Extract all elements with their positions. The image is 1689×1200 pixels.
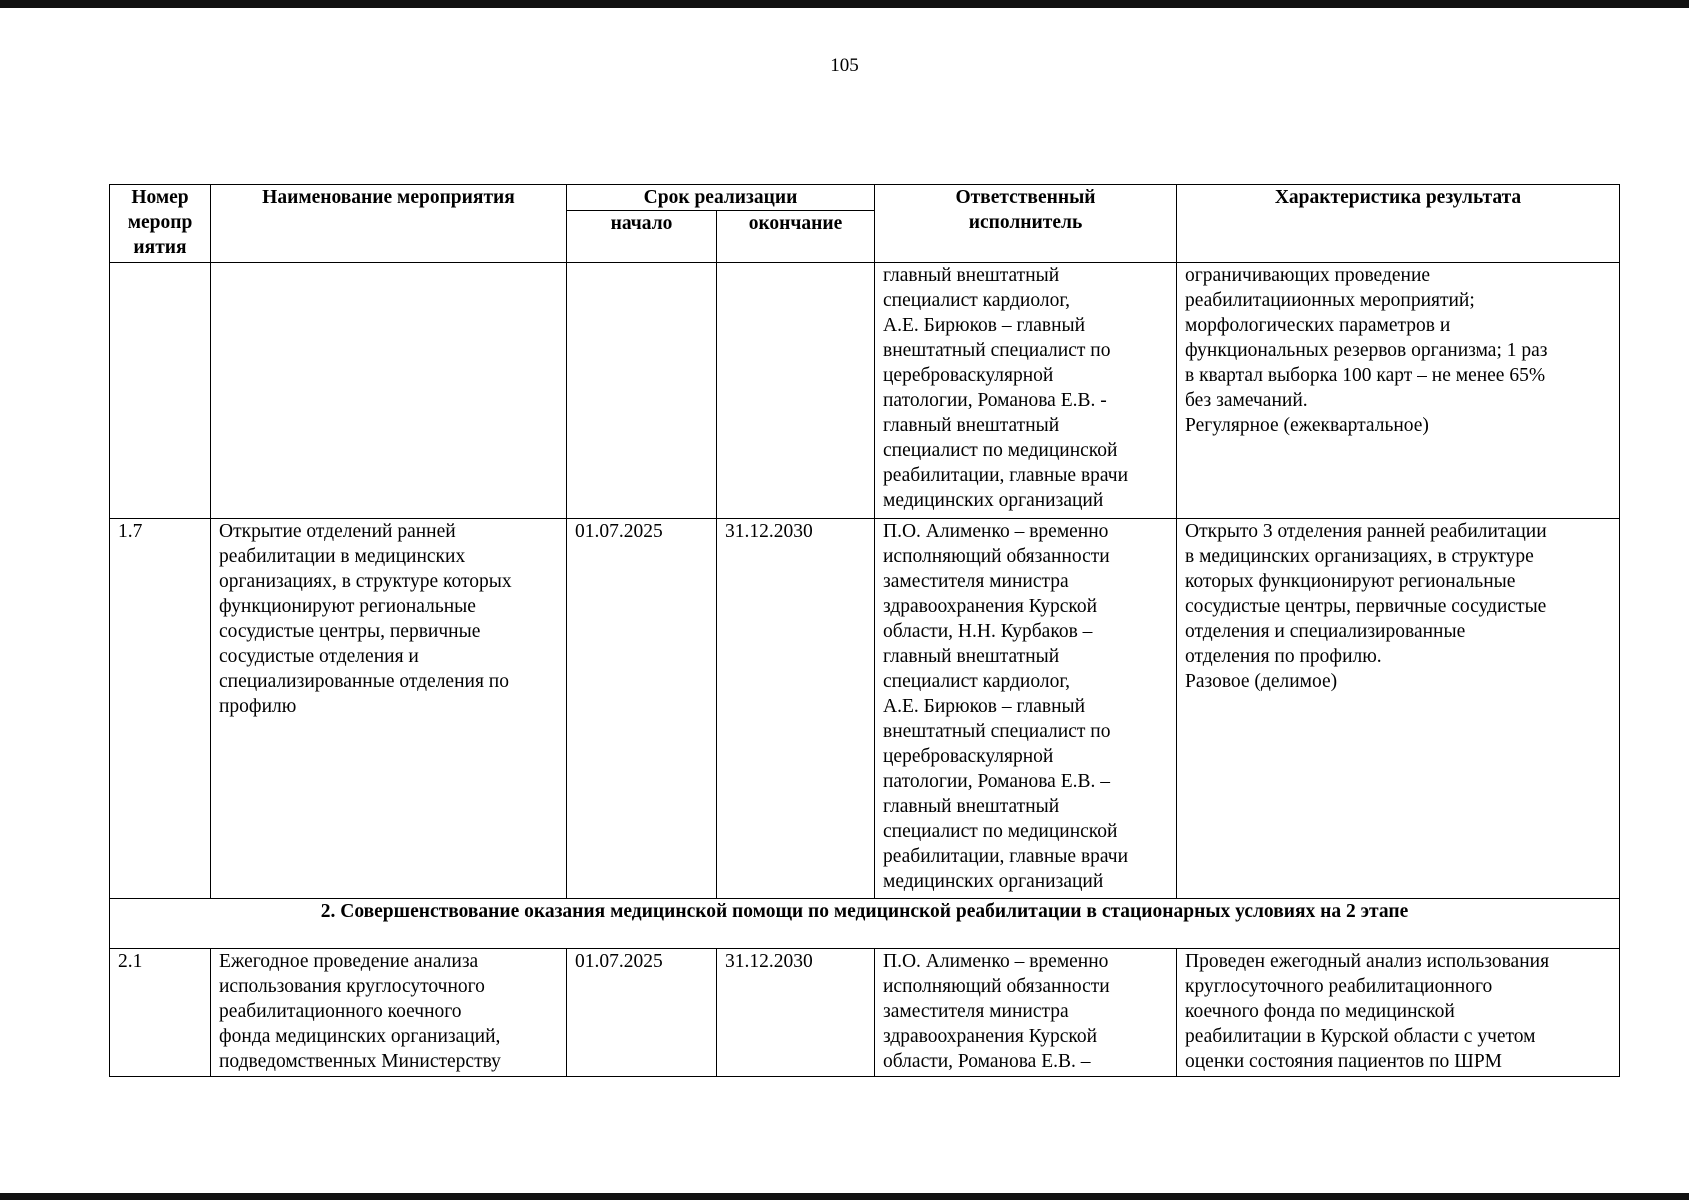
header-result: Характеристика результата — [1177, 185, 1620, 263]
row-name: Открытие отделений ранней реабилитации в медицинских организациях, в структуре которых функционируют региональные сосудистые центры, первичные сосудистые отделения и специализированные отделения по профилю — [211, 519, 567, 899]
row-result: Проведен ежегодный анализ использования круглосуточного реабилитационного коечного фонда по медицинской реабилитации в Курской области с учетом оценки состояния пациентов по ШРМ — [1177, 949, 1620, 1077]
row-end: 31.12.2030 — [717, 949, 875, 1077]
row-number: 1.7 — [110, 519, 211, 899]
row-start — [567, 263, 717, 519]
table-row — [110, 519, 1620, 899]
section-row — [110, 899, 1620, 949]
header-start: начало — [567, 211, 717, 263]
row-responsible: П.О. Алименко – временно исполняющий обязанности заместителя министра здравоохранения Курской области, Романова Е.В. – — [875, 949, 1177, 1077]
row-name — [211, 263, 567, 519]
row-responsible: П.О. Алименко – временно исполняющий обязанности заместителя министра здравоохранения Курской области, Н.Н. Курбаков – главный внештатный специалист кардиолог, А.Е. Бирюков – главный внештатный специалист по цереброваскулярной патологии, Романова Е.В. – главный внештатный специалист по медицинской реабилитации, главные врачи медицинских организаций — [875, 519, 1177, 899]
scan-edge-top — [0, 0, 1689, 8]
header-number: Номер меропр иятия — [110, 185, 211, 263]
activities-table — [109, 184, 1620, 1077]
scan-edge-bottom — [0, 1193, 1689, 1200]
page-number: 105 — [830, 55, 859, 76]
row-responsible: главный внештатный специалист кардиолог, А.Е. Бирюков – главный внештатный специалист по цереброваскулярной патологии, Романова Е.В. - главный внештатный специалист по медицинской реабилитации, главные врачи медицинских организаций — [875, 263, 1177, 519]
row-end: 31.12.2030 — [717, 519, 875, 899]
table-row — [110, 949, 1620, 1077]
row-result: Открыто 3 отделения ранней реабилитации в медицинских организациях, в структуре которых функционируют региональные сосудистые центры, первичные сосудистые отделения и специализированные отделения по профилю. Разовое (делимое) — [1177, 519, 1620, 899]
row-start: 01.07.2025 — [567, 949, 717, 1077]
header-period: Срок реализации — [567, 185, 875, 211]
section-title: 2. Совершенствование оказания медицинской помощи по медицинской реабилитации в стационарных условиях на 2 этапе — [110, 899, 1620, 949]
row-end — [717, 263, 875, 519]
row-start: 01.07.2025 — [567, 519, 717, 899]
row-number — [110, 263, 211, 519]
header-end: окончание — [717, 211, 875, 263]
row-number: 2.1 — [110, 949, 211, 1077]
header-name: Наименование мероприятия — [211, 185, 567, 263]
header-responsible: Ответственный исполнитель — [875, 185, 1177, 263]
row-result: ограничивающих проведение реабилитациионных мероприятий; морфологических параметров и функциональных резервов организма; 1 раз в квартал выборка 100 карт – не менее 65% без замечаний. Регулярное (ежеквартальное) — [1177, 263, 1620, 519]
table-row — [110, 263, 1620, 519]
row-name: Ежегодное проведение анализа использования круглосуточного реабилитационного коечного фонда медицинских организаций, подведомственных Министерству — [211, 949, 567, 1077]
